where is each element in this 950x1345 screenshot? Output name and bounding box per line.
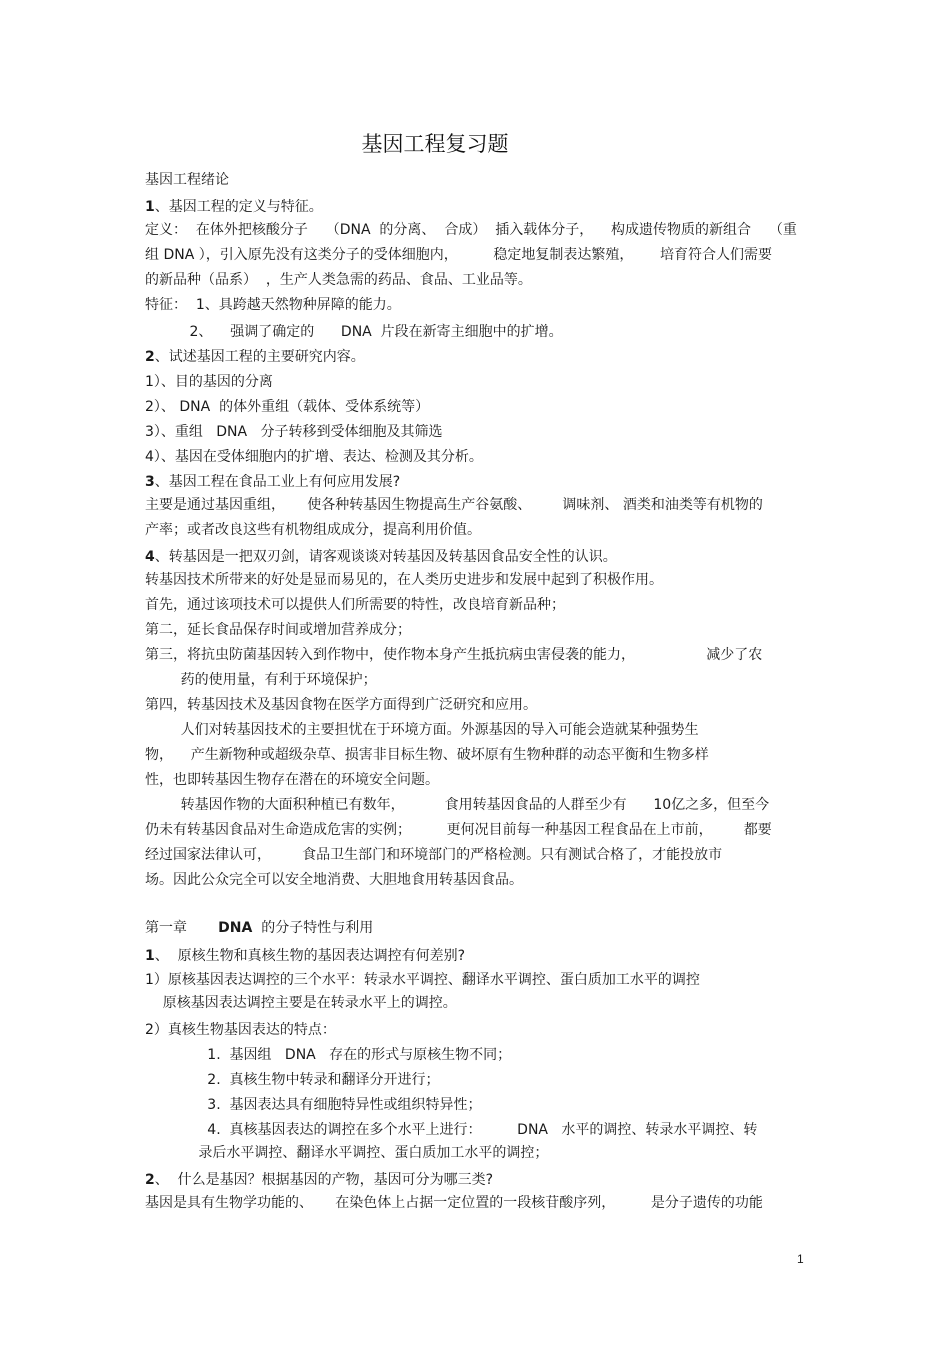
text-line bbox=[145, 447, 483, 467]
line-text: 第三，将抗虫防菌基因转入到作物中，使作物本身产生抵抗病虫害侵袭的能力， 减少了农 bbox=[145, 647, 763, 663]
line-text: 物， 产生新物种或超级杂草、损害非目标生物、破坏原有生物种群的动态平衡和生物多样 bbox=[145, 747, 709, 763]
text-line bbox=[145, 1070, 440, 1090]
text-line bbox=[145, 620, 411, 640]
text-line bbox=[145, 695, 537, 715]
text-line bbox=[145, 472, 400, 492]
text-line bbox=[145, 170, 229, 190]
text-line bbox=[145, 322, 563, 342]
text-line bbox=[145, 645, 762, 665]
line-text: 、 原核生物和真核生物的基因表达调控有何差别? bbox=[154, 948, 466, 964]
line-text: 3）、重组 DNA 分子转移到受体细胞及其筛选 bbox=[145, 424, 443, 440]
line-text: 第四，转基因技术及基因食物在医学方面得到广泛研究和应用。 bbox=[145, 697, 537, 713]
text-line bbox=[145, 918, 373, 938]
text-line bbox=[145, 595, 565, 615]
line-text: 3. 基因表达具有细胞特异性或组织特异性； bbox=[145, 1097, 482, 1113]
text-line bbox=[145, 397, 429, 417]
text-line bbox=[145, 1045, 511, 1065]
line-text: 主要是通过基因重组， 使各种转基因生物提高生产谷氨酸、 调味剂、 酒类和油类等有机物的 bbox=[145, 497, 763, 513]
text-line bbox=[145, 1143, 548, 1163]
text-line bbox=[145, 347, 365, 367]
text-line bbox=[145, 745, 709, 765]
text-line bbox=[145, 1193, 763, 1213]
line-text: 录后水平调控、翻译水平调控、蛋白质加工水平的调控； bbox=[145, 1145, 549, 1161]
line-text: 、转基因是一把双刃剑，请客观谈谈对转基因及转基因食品安全性的认识。 bbox=[154, 549, 617, 565]
line-text: 2. 真核生物中转录和翻译分开进行； bbox=[145, 1072, 440, 1088]
line-text: 转基因作物的大面积种植已有数年， 食用转基因食品的人群至少有 10亿之多，但至今 bbox=[145, 797, 770, 813]
text-line bbox=[145, 422, 442, 442]
text-line bbox=[145, 993, 457, 1013]
text-line bbox=[145, 547, 617, 567]
text-line bbox=[145, 220, 797, 240]
line-text: 1. 基因组 DNA 存在的形式与原核生物不同； bbox=[145, 1047, 512, 1063]
text-line bbox=[145, 820, 772, 840]
line-text: 、基因工程在食品工业上有何应用发展? bbox=[154, 474, 401, 490]
text-line bbox=[145, 720, 699, 740]
text-line bbox=[145, 520, 481, 540]
line-text: 基因工程绪论 bbox=[145, 172, 229, 188]
question-number: 1 bbox=[145, 948, 155, 964]
text-line bbox=[145, 845, 722, 865]
text-line bbox=[145, 1120, 757, 1140]
line-text: 2）真核生物基因表达的特点： bbox=[145, 1022, 336, 1038]
line-text: 基因是具有生物学功能的、 在染色体上占据一定位置的一段核苷酸序列， 是分子遗传的功能 bbox=[145, 1195, 763, 1211]
text-line bbox=[145, 946, 465, 966]
question-number: 4 bbox=[145, 549, 155, 565]
line-text: 、基因工程的定义与特征。 bbox=[154, 199, 323, 215]
page-number: 1 bbox=[797, 1252, 804, 1266]
text-line bbox=[145, 795, 769, 815]
text-line bbox=[145, 570, 663, 590]
line-text: 药的使用量，有利于环境保护； bbox=[145, 672, 377, 688]
page-title: 基因工程复习题 bbox=[361, 132, 509, 156]
text-line bbox=[145, 870, 523, 890]
text-line bbox=[145, 670, 377, 690]
line-text: 首先，通过该项技术可以提供人们所需要的特性，改良培育新品种； bbox=[145, 597, 565, 613]
text-line bbox=[145, 770, 439, 790]
line-text: 仍未有转基因食品对生命造成危害的实例； 更何况目前每一种基因工程食品在上市前， 都要 bbox=[145, 822, 772, 838]
line-text: 第二，延长食品保存时间或增加营养成分； bbox=[145, 622, 411, 638]
question-number: 3 bbox=[145, 474, 155, 490]
line-text: 的新品种（品系） ，生产人类急需的药品、食品、工业品等。 bbox=[145, 272, 532, 288]
text-line bbox=[145, 270, 532, 290]
line-text: 原核基因表达调控主要是在转录水平上的调控。 bbox=[145, 995, 457, 1011]
text-line bbox=[145, 197, 323, 217]
text-line bbox=[145, 1170, 493, 1190]
text-line bbox=[145, 372, 273, 392]
text-line bbox=[145, 1095, 482, 1115]
question-number: 2 bbox=[145, 1172, 155, 1188]
line-text: 定义： 在体外把核酸分子 （DNA 的分离、 合成） 插入载体分子， 构成遗传物质的新组合 （重 bbox=[145, 222, 797, 238]
line-text: 经过国家法律认可， 食品卫生部门和环境部门的严格检测。只有测试合格了，才能投放市 bbox=[145, 847, 723, 863]
line-text: 产率；或者改良这些有机物组成成分，提高利用价值。 bbox=[145, 522, 481, 538]
question-number: 1 bbox=[145, 199, 155, 215]
line-text: 人们对转基因技术的主要担忧在于环境方面。外源基因的导入可能会造就某种强势生 bbox=[145, 722, 699, 738]
line-text: 1）、目的基因的分离 bbox=[145, 374, 273, 390]
line-text: 2）、 DNA 的体外重组（载体、受体系统等） bbox=[145, 399, 430, 415]
line-text: 4. 真核基因表达的调控在多个水平上进行： DNA 水平的调控、转录水平调控、转 bbox=[145, 1122, 758, 1138]
line-text: 第一章 DNA 的分子特性与利用 bbox=[145, 920, 374, 936]
line-text: 特征： 1、具跨越天然物种屏障的能力。 bbox=[145, 297, 401, 313]
text-line bbox=[145, 970, 700, 990]
text-line bbox=[145, 245, 772, 265]
line-text: 4）、基因在受体细胞内的扩增、表达、检测及其分析。 bbox=[145, 449, 483, 465]
text-line bbox=[145, 295, 401, 315]
line-text: 、 什么是基因？根据基因的产物，基因可分为哪三类? bbox=[154, 1172, 494, 1188]
chapter-keyword: DNA bbox=[218, 920, 253, 936]
line-text: 1）原核基因表达调控的三个水平：转录水平调控、翻译水平调控、蛋白质加工水平的调控 bbox=[145, 972, 700, 988]
line-text: 、试述基因工程的主要研究内容。 bbox=[154, 349, 365, 365]
question-number: 2 bbox=[145, 349, 155, 365]
text-line bbox=[145, 495, 763, 515]
text-line bbox=[145, 1020, 336, 1040]
line-text: 转基因技术所带来的好处是显而易见的，在人类历史进步和发展中起到了积极作用。 bbox=[145, 572, 663, 588]
line-text: 性，也即转基因生物存在潜在的环境安全问题。 bbox=[145, 772, 439, 788]
line-text: 组 DNA ），引入原先没有这类分子的受体细胞内， 稳定地复制表达繁殖， 培育符合人们需要 bbox=[145, 247, 773, 263]
line-text: 2、 强调了确定的 DNA 片段在新寄主细胞中的扩增。 bbox=[145, 324, 563, 340]
line-text: 场。因此公众完全可以安全地消费、大胆地食用转基因食品。 bbox=[145, 872, 523, 888]
